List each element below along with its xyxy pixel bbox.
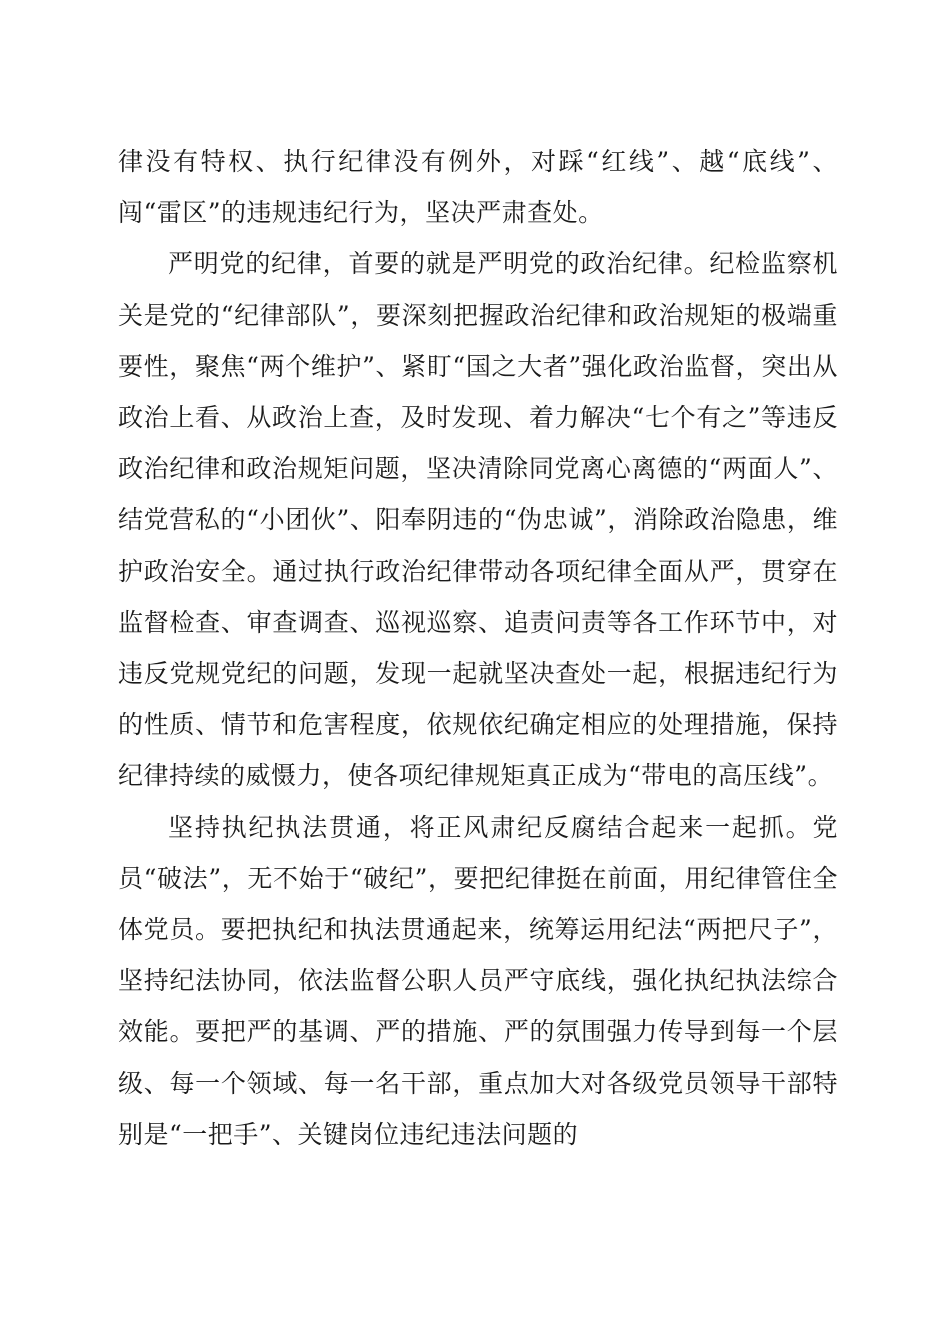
document-body bbox=[118, 136, 838, 1160]
paragraph-3: 坚持执纪执法贯通，将正风肃纪反腐结合起来一起抓。党员“破法”，无不始于“破纪”，要把纪律挺在前面，用纪律管住全体党员。要把执纪和执法贯通起来，统筹运用纪法“两把尺子”，坚持纪法协同，依法监督公职人员严守底线，强化执纪执法综合效能。要把严的基调、严的措施、严的氛围强力传导到每一个层级、每一个领域、每一名干部，重点加大对各级党员领导干部特别是“一把手”、关键岗位违纪违法问题的 bbox=[118, 812, 838, 1149]
paragraph-1: 律没有特权、执行纪律没有例外，对踩“红线”、越“底线”、闯“雷区”的违规违纪行为，坚决严肃查处。 bbox=[118, 147, 838, 228]
paragraph-2: 严明党的纪律，首要的就是严明党的政治纪律。纪检监察机关是党的“纪律部队”，要深刻把握政治纪律和政治规矩的极端重要性，聚焦“两个维护”、紧盯“国之大者”强化政治监督，突出从政治上看、从政治上查，及时发现、着力解决“七个有之”等违反政治纪律和政治规矩问题，坚决清除同党离心离德的“两面人”、结党营私的“小团伙”、阳奉阴违的“伪忠诚”，消除政治隐患，维护政治安全。通过执行政治纪律带动各项纪律全面从严，贯穿在监督检查、审查调查、巡视巡察、追责问责等各工作环节中，对违反党规党纪的问题，发现一起就坚决查处一起，根据违纪行为的性质、情节和危害程度，依规依纪确定相应的处理措施，保持纪律持续的威慑力，使各项纪律规矩真正成为“带电的高压线”。 bbox=[118, 249, 838, 791]
